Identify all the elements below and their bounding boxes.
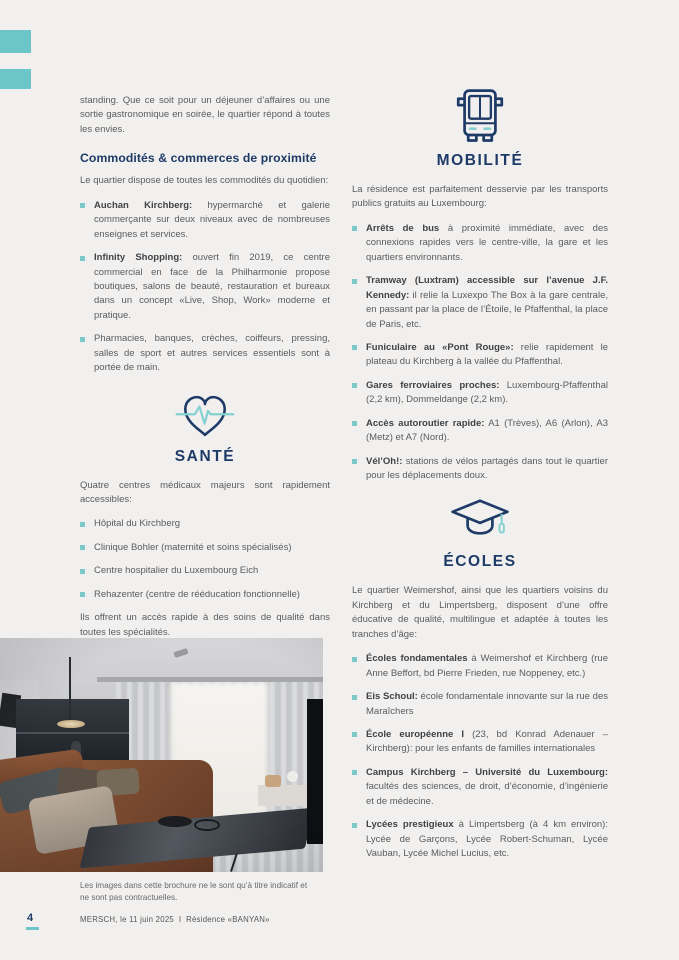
bullet-square-icon (80, 592, 85, 597)
list-item: Infinity Shopping: ouvert fin 2019, ce centre commercial en face de la Philharmonie propose boutiques, salons de beauté, restauration et bureaux dans un concept «Live, Shop, Work» moderne et pratique. (80, 251, 330, 323)
bullet-square-icon (352, 226, 357, 231)
commodites-list (80, 199, 330, 376)
intro-paragraph: standing. Que ce soit pour un déjeuner d’affaires ou une sortie gastronomique en soirée, le quartier répond à toutes les envies. (80, 95, 330, 135)
bullet-square-icon (352, 345, 357, 350)
bullet-square-icon (80, 545, 85, 550)
commodites-lead: Le quartier dispose de toutes les commodités du quotidien: (80, 175, 329, 187)
mobilite-list (352, 222, 608, 484)
bullet-square-icon (352, 383, 357, 388)
page-number-underline (26, 927, 39, 930)
commodites-heading: Commodités & commerces de proximité (80, 151, 317, 166)
bullet-square-icon (352, 279, 357, 284)
list-item: Hôpital du Kirchberg (80, 517, 330, 531)
bullet-square-icon (80, 337, 85, 342)
list-item: Arrêts de bus à proximité immédiate, avec des connexions rapides vers le centre-ville, la gare et les quartiers environnants. (352, 222, 608, 265)
bullet-square-icon (352, 823, 357, 828)
list-item: Auchan Kirchberg: hypermarché et galerie commerçante sur deux niveaux avec de nombreuses enseignes et services. (80, 199, 330, 242)
list-item: Vél’Oh!: stations de vélos partagés dans tout le quartier pour les déplacements doux. (352, 455, 608, 484)
bullet-square-icon (352, 459, 357, 464)
list-item: Écoles fondamentales à Weimershof et Kirchberg (rue Anne Beffort, bd Pierre Frieden, rue Noppeney, etc.) (352, 652, 608, 681)
sante-list (80, 517, 330, 602)
list-item: Gares ferroviaires proches: Luxembourg-Pfaffenthal (2,2 km), Dommeldange (2,2 km). (352, 379, 608, 408)
list-item: Funiculaire au «Pont Rouge»: relie rapidement le plateau du Kirchberg à la vallée du Pfaffenthal. (352, 341, 608, 370)
bullet-square-icon (80, 569, 85, 574)
graduation-cap-icon (449, 497, 511, 547)
photo-caption: Les images dans cette brochure ne le sont qu’à titre indicatif et ne sont pas contractuelles. (80, 881, 308, 902)
page-number: 4 (27, 912, 34, 924)
mobilite-icon-wrap (352, 86, 608, 146)
ecoles-list (352, 652, 608, 861)
list-item: Lycées prestigieux à Limpertsberg (à 4 km environ): Lycée de Garçons, Lycée Robert-Schuman, Lycée Vauban, Lycée Michel Lucius, etc. (352, 818, 608, 861)
mobilite-title: MOBILITÉ (436, 152, 524, 169)
bullet-square-icon (80, 256, 85, 261)
bullet-square-icon (352, 732, 357, 737)
list-item: Campus Kirchberg – Université du Luxembourg: facultés des sciences, de droit, d’économie, d’ingénierie et de médecine. (352, 766, 608, 809)
sante-icon-wrap (80, 390, 330, 442)
ecoles-icon-wrap (352, 497, 608, 547)
photo-vignette (0, 638, 323, 872)
sante-outro: Ils offrent un accès rapide à des soins de qualité dans toutes les spécialités. (80, 612, 330, 638)
deco-teal-square-bottom (0, 69, 31, 89)
bullet-square-icon (352, 657, 357, 662)
bullet-square-icon (80, 522, 85, 527)
deco-teal-square-top (0, 30, 31, 53)
bullet-square-icon (352, 770, 357, 775)
list-item: Accès autoroutier rapide: A1 (Trèves), A6 (Arlon), A3 (Metz) et A7 (Nord). (352, 417, 608, 446)
interior-photo (0, 638, 323, 872)
bus-icon (451, 86, 509, 146)
bullet-square-icon (80, 203, 85, 208)
heartbeat-heart-icon (175, 390, 235, 442)
sante-lead: Quatre centres médicaux majeurs sont rapidement accessibles: (80, 479, 330, 505)
right-column (352, 86, 608, 870)
sante-title: SANTÉ (174, 447, 236, 465)
list-item: Clinique Bohler (maternité et soins spécialisés) (80, 541, 330, 555)
list-item: Pharmacies, banques, crèches, coiffeurs, pressing, salles de sport et autres services essentiels sont à portée de main. (80, 332, 330, 375)
left-column (80, 94, 330, 650)
footer-text: MERSCH, le 11 juin 2025 I Résidence «BANYAN» (80, 915, 270, 924)
mobilite-lead: La résidence est parfaitement desservie par les transports publics gratuits au Luxembourg: (352, 184, 608, 210)
list-item: Centre hospitalier du Luxembourg Eich (80, 564, 330, 578)
list-item: Eis Schoul: école fondamentale innovante sur la rue des Maraîchers (352, 690, 608, 719)
ecoles-title: ÉCOLES (443, 553, 517, 571)
bullet-square-icon (352, 695, 357, 700)
list-item: Tramway (Luxtram) accessible sur l’avenue J.F. Kennedy: il relie la Luxexpo The Box à la gare centrale, en passant par la place de l’Étoile, le Pfaffenthal, la place de Paris, etc. (352, 274, 608, 332)
list-item: École européenne I (23, bd Konrad Adenauer – Kirchberg): pour les enfants de familles internationales (352, 728, 608, 757)
bullet-square-icon (352, 421, 357, 426)
list-item: Rehazenter (centre de rééducation fonctionnelle) (80, 588, 330, 602)
ecoles-lead: Le quartier Weimershof, ainsi que les quartiers voisins du Kirchberg et du Limpertsberg, disposent d’une offre éducative de qualité, multilingue et adaptée à toutes les tranches d’âge: (352, 585, 608, 640)
